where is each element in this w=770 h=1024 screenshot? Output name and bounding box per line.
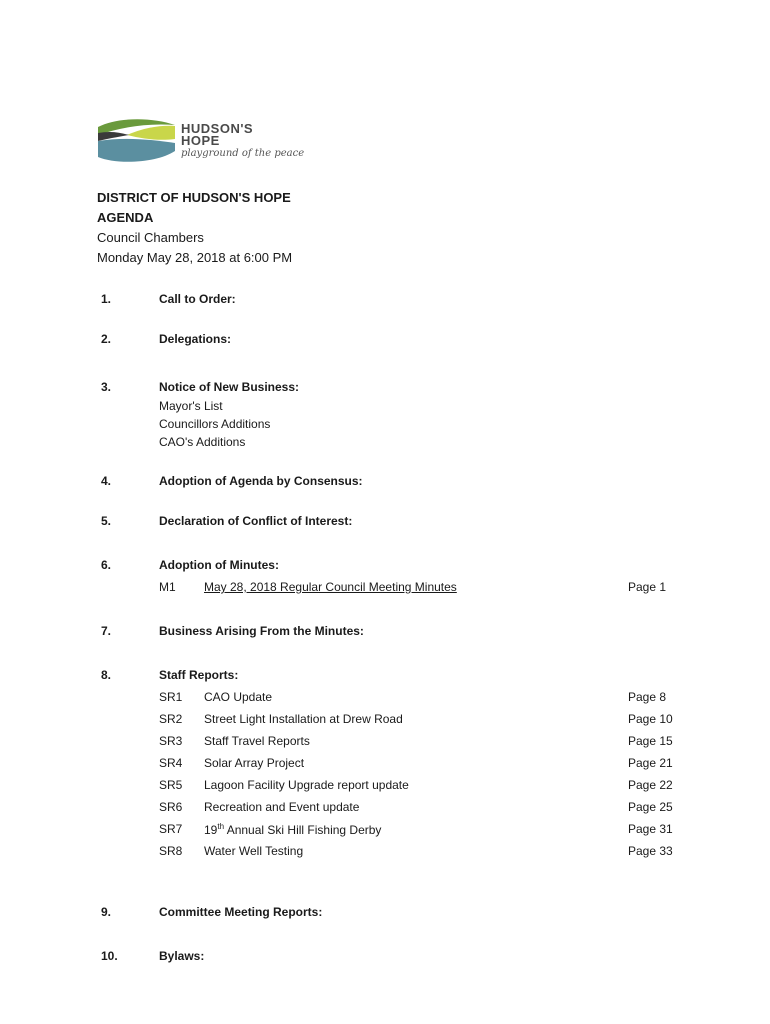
list-item: CAO's Additions [159, 435, 246, 449]
doc-heading: AGENDA [97, 210, 154, 225]
meeting-location: Council Chambers [97, 230, 204, 245]
staff-report-row: SR4 Solar Array Project Page 21 [159, 756, 673, 770]
list-item: Councillors Additions [159, 417, 271, 431]
list-item: Mayor's List [159, 399, 223, 413]
staff-report-row: SR7 19th Annual Ski Hill Fishing Derby Page 31 [159, 822, 673, 837]
staff-report-row: SR1 CAO Update Page 8 [159, 690, 667, 704]
staff-report-row: SR8 Water Well Testing Page 33 [159, 844, 673, 858]
new-business-list [159, 397, 270, 451]
minutes-link[interactable]: May 28, 2018 Regular Council Meeting Minutes [204, 580, 457, 594]
logo-mark-icon [97, 117, 177, 167]
hudsons-hope-logo [97, 117, 305, 167]
staff-report-row: SR3 Staff Travel Reports Page 15 [159, 734, 673, 748]
staff-report-row: SR5 Lagoon Facility Upgrade report update Page 22 [159, 778, 673, 792]
staff-report-row: SR6 Recreation and Event update Page 25 [159, 800, 673, 814]
staff-report-row: SR2 Street Light Installation at Drew Road Page 10 [159, 712, 673, 726]
logo-name: HUDSON'S HOPE [181, 121, 254, 148]
minutes-row[interactable]: M1 May 28, 2018 Regular Council Meeting Minutes Page 1 [159, 580, 667, 594]
org-heading: DISTRICT OF HUDSON'S HOPE [97, 190, 291, 205]
meeting-datetime: Monday May 28, 2018 at 6:00 PM [97, 250, 293, 265]
logo-tagline: playground of the peace [181, 148, 305, 159]
